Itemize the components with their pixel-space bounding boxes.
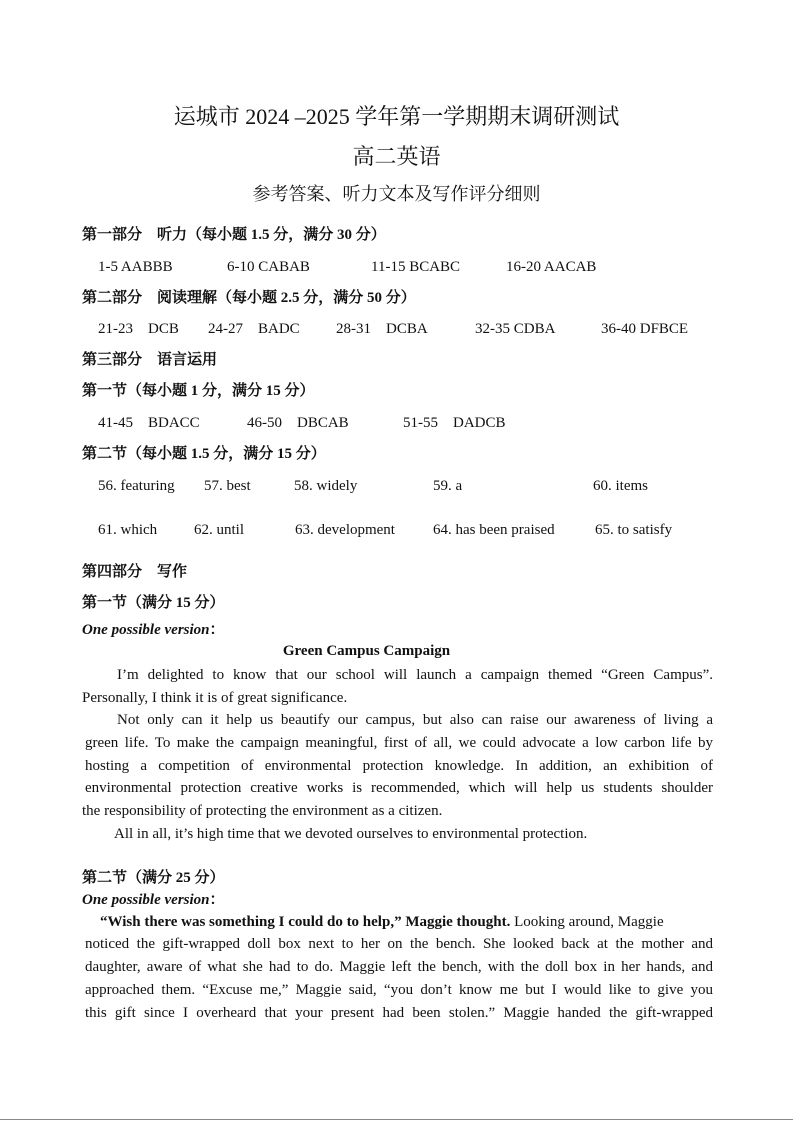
essay-line: noticed the gift-wrapped doll box next to her on the bench. She looked back at the mother and [85, 936, 713, 952]
document-subtitle: 参考答案、听力文本及写作评分细则 [252, 184, 541, 204]
answer: 60. items [593, 478, 648, 494]
document-title: 运城市 2024 –2025 学年第一学期期末调研测试 [173, 104, 620, 129]
answer: 16-20 AACAB [506, 259, 597, 275]
essay-line: “Wish there was something I could do to help,” Maggie thought. Looking around, Maggie [100, 914, 664, 930]
answer: 65. to satisfy [595, 522, 673, 538]
answer: 41-45 BDACC [98, 415, 200, 431]
version-label: One possible version： [82, 622, 225, 638]
answer: 28-31 DCBA [336, 321, 428, 337]
essay-line: hosting a competition of environmental protection knowledge. In addition, an exhibition of [85, 758, 713, 774]
version-label: One possible version： [82, 892, 225, 908]
answer: 57. best [204, 478, 251, 494]
answer: 24-27 BADC [208, 321, 300, 337]
essay-line: environmental protection creative works is recommended, which will help us students shoulder [85, 780, 713, 796]
part3-heading: 第三部分 语言运用 [82, 352, 218, 368]
answer: 36-40 DFBCE [601, 321, 689, 337]
answer: 56. featuring [98, 478, 175, 494]
essay-line: the responsibility of protecting the environment as a citizen. [82, 803, 443, 819]
essay-line: green life. To make the campaign meaningful, first of all, we could advocate a low carbon life by [85, 735, 713, 751]
answer: 59. a [433, 478, 463, 494]
answer: 51-55 DADCB [403, 415, 506, 431]
answer: 32-35 CDBA [475, 321, 556, 337]
answer: 46-50 DBCAB [247, 415, 349, 431]
part3-section1-heading: 第一节（每小题 1 分，满分 15 分） [82, 383, 315, 399]
essay-line: I’m delighted to know that our school will launch a campaign themed “Green Campus”. [117, 667, 713, 683]
part4-heading: 第四部分 写作 [82, 564, 188, 580]
answer: 62. until [194, 522, 245, 538]
essay-line: this gift since I overheard that your present had been stolen.” Maggie handed the gift-wrapped [85, 1005, 713, 1021]
part1-heading: 第一部分 听力（每小题 1.5 分，满分 30 分） [82, 227, 386, 243]
subject-title: 高二英语 [352, 144, 441, 169]
answer: 58. widely [294, 478, 358, 494]
essay-line: Not only can it help us beautify our campus, but also can raise our awareness of living a [117, 712, 713, 728]
answer: 21-23 DCB [98, 321, 179, 337]
part4-section1-heading: 第一节（满分 15 分） [82, 595, 225, 611]
answer: 64. has been praised [433, 522, 555, 538]
essay-line: All in all, it’s high time that we devoted ourselves to environmental protection. [114, 826, 588, 842]
essay-line: daughter, aware of what she had to do. Maggie left the bench, with the doll box in her hands, and [85, 959, 713, 975]
essay-line: approached them. “Excuse me,” Maggie said, “you don’t know me but I would like to give you [85, 982, 713, 998]
essay-line: Personally, I think it is of great significance. [82, 690, 348, 706]
answer: 63. development [295, 522, 395, 538]
part3-section2-heading: 第二节（每小题 1.5 分，满分 15 分） [82, 446, 326, 462]
essay-title: Green Campus Campaign [282, 643, 451, 659]
page-bottom-rule [0, 1119, 793, 1120]
answer: 6-10 CABAB [227, 259, 310, 275]
answer: 1-5 AABBB [98, 259, 173, 275]
part4-section2-heading: 第二节（满分 25 分） [82, 870, 225, 886]
answer: 61. which [98, 522, 158, 538]
answer: 11-15 BCABC [371, 259, 461, 275]
part2-heading: 第二部分 阅读理解（每小题 2.5 分，满分 50 分） [82, 290, 416, 306]
